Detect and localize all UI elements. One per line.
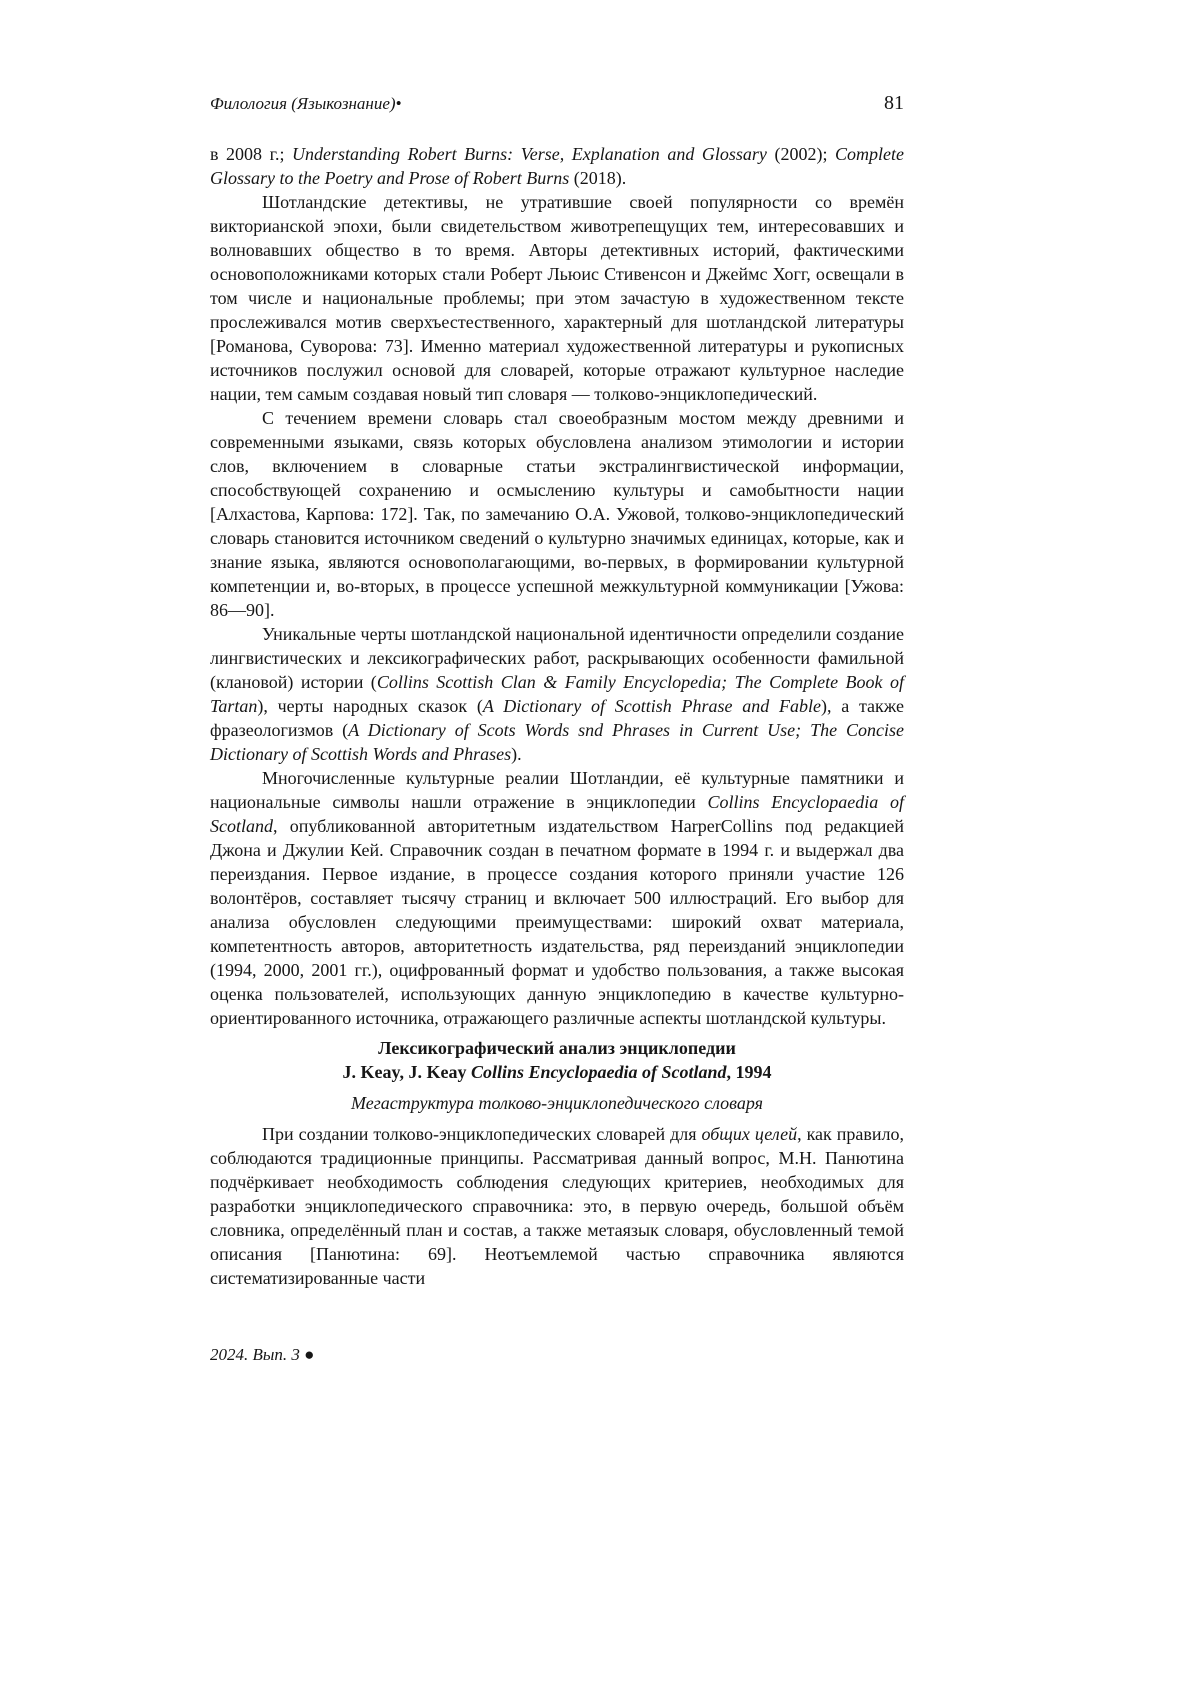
footer-imprint: 2024. Вып. 3 ● bbox=[210, 1345, 315, 1364]
page-header bbox=[210, 92, 904, 115]
paragraph: Многочисленные культурные реалии Шотландии, её культурные памятники и национальные символы нашли отражение в энциклопедии Collins Encyclopaedia of Scotland, опубликованной авторитетным издательством HarperCollins под редакцией Джона и Джулии Кей. Справочник создан в печатном формате в 1994 г. и выдержал два переиздания. Первое издание, в процессе создания которого приняли участие 126 волонтёров, составляет тысячу страниц и включает 500 иллюстраций. Его выбор для анализа обусловлен следующими преимуществами: широкий охват материала, компетентность авторов, авторитетность издательства, ряд переизданий энциклопедии (1994, 2000, 2001 гг.), оцифрованный формат и удобство пользования, а также высокая оценка пользователей, использующих данную энциклопедию в качестве культурно-ориентированного источника, отражающего различные аспекты шотландской культуры. bbox=[210, 768, 904, 1028]
paragraph: При создании толково-энциклопедических словарей для общих целей, как правило, соблюдаются традиционные принципы. Рассматривая данный вопрос, М.Н. Панютина подчёркивает необходимость соблюдения следующих критериев, необходимых для разработки энциклопедического справочника: это, в первую очередь, большой объём словника, определённый план и состав, а также метаязык словаря, обусловленный темой описания [Панютина: 69]. Неотъемлемой частью справочника являются систематизированные части bbox=[210, 1124, 904, 1288]
paragraph: Шотландские детективы, не утратившие своей популярности со времён викторианской эпохи, были свидетельством животрепещущих тем, интересовавших и волновавших общество в то время. Авторы детективных историй, фактическими основоположниками которых стали Роберт Льюис Стивенсон и Джеймс Хогг, освещали в том числе и национальные проблемы; при этом зачастую в художественном тексте прослеживался мотив сверхъестественного, характерный для шотландской литературы [Романова, Суворова: 73]. Именно материал художественной литературы и рукописных источников послужил основой для словарей, которые отражают культурное наследие нации, тем самым создавая новый тип словаря — толково-энциклопедический. bbox=[210, 192, 904, 404]
paragraph: в 2008 г.; Understanding Robert Burns: Verse, Explanation and Glossary (2002); Complete Glossary to the Poetry and Prose of Robert Burns (2018). bbox=[210, 144, 905, 188]
heading: J. Keay, J. Keay Collins Encyclopaedia of Scotland, 1994 bbox=[342, 1062, 772, 1082]
subheading: Мегаструктура толково-энциклопедического словаря bbox=[350, 1093, 763, 1113]
heading: Лексикографический анализ энциклопедии bbox=[378, 1038, 736, 1058]
page-body bbox=[210, 142, 904, 1290]
page-number: 81 bbox=[884, 92, 904, 114]
paragraph: Уникальные черты шотландской национальной идентичности определили создание лингвистических и лексикографических работ, раскрывающих особенности фамильной (клановой) истории (Collins Scottish Clan & Family Encyclopedia; The Complete Book of Tartan), черты народных сказок (A Dictionary of Scottish Phrase and Fable), а также фразеологизмов (A Dictionary of Scots Words snd Phrases in Current Use; The Concise Dictionary of Scottish Words and Phrases). bbox=[210, 624, 904, 764]
paragraph: С течением времени словарь стал своеобразным мостом между древними и современными языками, связь которых обусловлена анализом этимологии и истории слов, включением в словарные статьи экстралингвистической информации, способствующей сохранению и осмыслению культуры и самобытности нации [Алхастова, Карпова: 172]. Так, по замечанию О.А. Ужовой, толково-энциклопедический словарь становится источником сведений о культурно значимых единицах, которые, как и знание языка, являются основополагающими, во-первых, в формировании культурной компетенции и, во-вторых, в процессе успешной межкультурной коммуникации [Ужова: 86—90]. bbox=[210, 408, 904, 620]
running-title: Филология (Языкознание)• bbox=[210, 94, 402, 113]
